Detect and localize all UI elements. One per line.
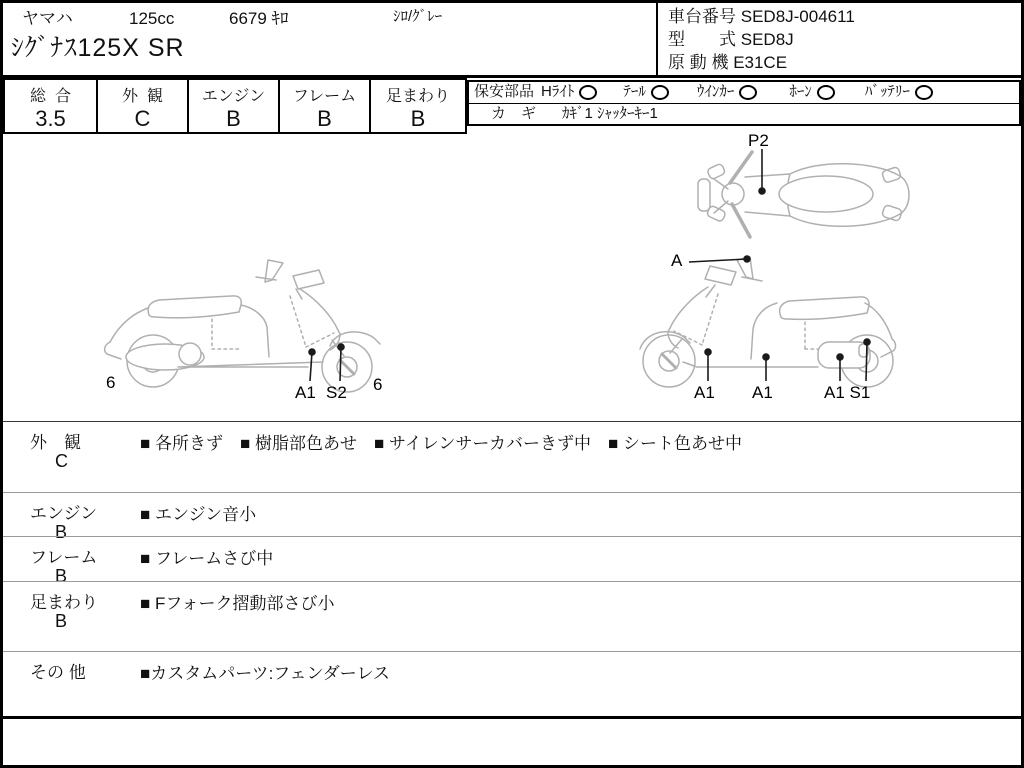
mark-a1-right-2: A1	[752, 383, 773, 402]
note-row-engine	[3, 492, 1021, 542]
grade-label: エンジン	[201, 88, 266, 105]
mileage-unit: ｷﾛ	[271, 9, 289, 28]
grade-cell-frame	[278, 78, 371, 134]
mark-a1s1-right: A1 S1	[824, 383, 871, 402]
safety-item-label: Hﾗｲﾄ	[541, 83, 575, 101]
engine-code-row	[668, 53, 787, 73]
engine-code-label: 原 動 機	[668, 53, 729, 72]
mark-p2: P2	[748, 131, 769, 150]
safety-parts-label: 保安部品	[474, 83, 535, 101]
model-code-value: SED8J	[740, 30, 794, 49]
mark-a1-left: A1	[295, 383, 316, 402]
mileage-value: 6679	[229, 9, 267, 28]
model-name: ｼｸﾞﾅｽ125X SR	[11, 34, 185, 62]
mark-a-right: A	[671, 251, 683, 270]
grade-value: B	[317, 106, 332, 131]
ok-circle-icon	[651, 85, 669, 100]
mark-rear-tire-left: 6	[106, 373, 116, 392]
note-comment: ■ フレームさび中	[140, 549, 274, 568]
model-code-row	[668, 30, 794, 50]
note-comment: ■ エンジン音小	[140, 505, 257, 524]
grade-label: フレーム	[292, 88, 357, 105]
top-view-sketch	[698, 152, 909, 237]
condition-diagram	[3, 131, 1021, 421]
note-comment: ■ 各所きず ■ 樹脂部色あせ ■ サイレンサーカバーきず中 ■ シート色あせ中	[140, 434, 743, 453]
chassis-number: SED8J-004611	[740, 7, 855, 26]
note-grade: B	[55, 611, 68, 631]
displacement: 125cc	[129, 9, 175, 28]
safety-item-label: ﾊﾞｯﾃﾘｰ	[864, 83, 910, 101]
chassis-row	[668, 7, 855, 27]
safety-item-headlight	[541, 83, 597, 101]
engine-code-value: E31CE	[733, 53, 788, 72]
safety-item-horn	[789, 83, 835, 101]
note-label: その 他	[30, 663, 86, 682]
grade-value: 3.5	[35, 106, 66, 131]
maker-name: ヤマハ	[22, 9, 73, 28]
ok-circle-icon	[915, 85, 933, 100]
grade-cell-undercarriage	[369, 78, 467, 134]
note-comment: ■カスタムパーツ:フェンダーレス	[140, 664, 390, 683]
note-row-frame	[3, 536, 1021, 586]
safety-item-winker	[697, 83, 758, 101]
notes-bottom-rule	[3, 716, 1021, 719]
model-code-label: 型 式	[668, 30, 736, 49]
safety-parts-box	[467, 80, 1021, 126]
note-label: 足まわり	[30, 593, 98, 612]
note-label: フレーム	[30, 548, 98, 567]
ok-circle-icon	[739, 85, 757, 100]
safety-item-label: ﾃｰﾙ	[623, 83, 646, 101]
note-grade: C	[55, 451, 68, 471]
grade-value: B	[410, 106, 426, 131]
safety-item-label: ﾎｰﾝ	[789, 83, 812, 101]
grade-value: C	[134, 106, 151, 131]
key-value: ｶｷﾞ1 ｼｬｯﾀｰｷｰ1	[562, 104, 658, 122]
scooter-sketches	[3, 131, 1021, 421]
left-view-sketch	[105, 260, 380, 392]
grade-label: 総 合	[30, 88, 71, 105]
chassis-label: 車台番号	[668, 7, 736, 26]
key-row	[469, 104, 1019, 125]
note-grade: B	[55, 566, 68, 586]
right-view-sketch	[640, 257, 896, 387]
note-row-other	[3, 651, 1021, 716]
grade-label: 外 観	[122, 88, 163, 105]
note-row-undercarriage	[3, 581, 1021, 651]
note-label: エンジン	[30, 504, 98, 523]
grade-value: B	[226, 106, 241, 131]
grade-cell-overall	[3, 78, 98, 134]
ok-circle-icon	[579, 85, 597, 100]
note-label: 外 観	[30, 433, 81, 452]
header-divider	[656, 3, 658, 75]
body-color: ｼﾛ/ｸﾞﾚｰ	[393, 8, 443, 25]
grade-cell-engine	[187, 78, 280, 134]
note-comment: ■ Fフォーク摺動部さび小	[140, 594, 335, 613]
key-label: カ ギ	[491, 104, 537, 122]
safety-item-tail	[623, 83, 669, 101]
mark-a1-right-1: A1	[694, 383, 715, 402]
mark-front-tire-left: 6	[373, 375, 383, 394]
safety-parts-row	[469, 82, 1019, 104]
safety-item-label: ｳｲﾝｶｰ	[696, 83, 735, 101]
mileage	[229, 9, 289, 29]
note-row-exterior	[3, 421, 1021, 492]
grade-cell-exterior	[96, 78, 189, 134]
note-grade: B	[55, 522, 68, 542]
ok-circle-icon	[817, 85, 835, 100]
safety-item-battery	[865, 83, 933, 101]
grade-label: 足まわり	[385, 88, 450, 105]
mark-s2-left: S2	[326, 383, 347, 402]
